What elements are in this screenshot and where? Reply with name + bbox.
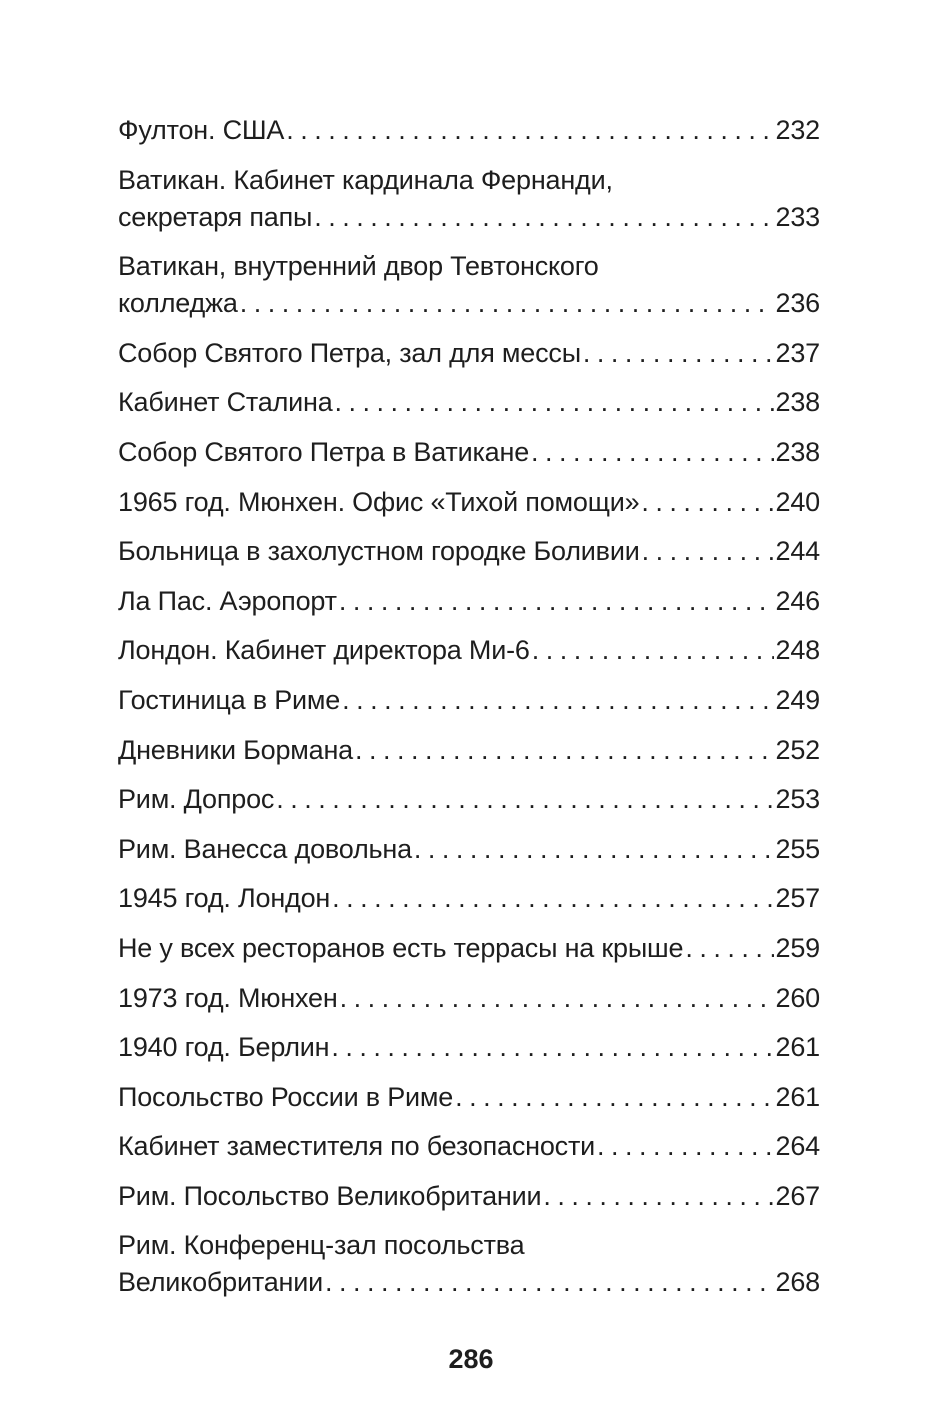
toc-entry-title: Гостиница в Риме <box>118 684 341 715</box>
toc-entry-title: секретаря папы <box>118 201 313 232</box>
toc-entry-page: 238 <box>775 436 820 467</box>
dot-leader <box>685 930 773 967</box>
toc-row <box>118 112 820 149</box>
toc-entry <box>118 1227 820 1301</box>
toc-entry-title: Великобритании <box>118 1267 324 1298</box>
toc-entry-page: 252 <box>775 734 820 765</box>
dot-leader <box>325 1264 774 1301</box>
toc-entry <box>118 434 820 471</box>
dot-leader <box>314 199 773 236</box>
toc-entry-title: Собор Святого Петра, зал для мессы <box>118 337 581 368</box>
toc-row <box>118 335 820 372</box>
toc-entry-title: Ла Пас. Аэропорт <box>118 585 337 616</box>
toc-entry <box>118 781 820 818</box>
toc-entry-page: 240 <box>775 486 820 517</box>
dot-leader <box>335 384 774 421</box>
toc-entry-title: Рим. Допрос <box>118 784 275 815</box>
dot-leader <box>532 632 774 669</box>
toc-entry-page: 246 <box>775 585 820 616</box>
toc-entry <box>118 533 820 570</box>
toc-entry <box>118 831 820 868</box>
toc-entry <box>118 1128 820 1165</box>
toc-row <box>118 1128 820 1165</box>
page-number: 286 <box>448 1344 494 1374</box>
dot-leader <box>286 112 773 149</box>
toc-entry <box>118 980 820 1017</box>
toc-entry <box>118 880 820 917</box>
dot-leader <box>531 434 774 471</box>
toc-row <box>118 384 820 421</box>
toc-entry-page: 249 <box>775 684 820 715</box>
toc-entry <box>118 732 820 769</box>
toc-row <box>118 980 820 1017</box>
toc-row <box>118 831 820 868</box>
toc-row <box>118 632 820 669</box>
toc-row <box>118 880 820 917</box>
toc-entry-title: Рим. Ванесса довольна <box>118 833 412 864</box>
toc-row <box>118 682 820 719</box>
toc-entry-title-line: Ватикан. Кабинет кардинала Фернанди, <box>118 164 613 195</box>
toc-entry-title: Кабинет заместителя по безопасности <box>118 1131 595 1162</box>
toc-row <box>118 285 820 322</box>
toc-row <box>118 781 820 818</box>
toc-entry-title: Рим. Посольство Великобритании <box>118 1180 542 1211</box>
dot-leader <box>340 980 774 1017</box>
toc-entry <box>118 632 820 669</box>
toc-entry <box>118 1079 820 1116</box>
toc-entry-title: Больница в захолустном городке Боливии <box>118 536 640 567</box>
dot-leader <box>455 1079 773 1116</box>
toc-entry-page: 259 <box>775 932 820 963</box>
toc-entry-page: 244 <box>775 536 820 567</box>
dot-leader <box>583 335 774 372</box>
toc-entry-page: 261 <box>775 1032 820 1063</box>
toc-row <box>118 583 820 620</box>
toc-entry <box>118 930 820 967</box>
dot-leader <box>642 533 774 570</box>
toc-entry-page: 233 <box>775 201 820 232</box>
toc-entry-page: 255 <box>775 833 820 864</box>
toc-entry-title-line: Рим. Конференц-зал посольства <box>118 1230 525 1261</box>
toc-entry-title: Кабинет Сталина <box>118 387 333 418</box>
toc-entry-page: 236 <box>775 288 820 319</box>
dot-leader <box>543 1178 773 1215</box>
toc-entry-title-line: Ватикан, внутренний двор Тевтонского <box>118 251 599 282</box>
toc-entry <box>118 162 820 236</box>
dot-leader <box>342 682 773 719</box>
toc-row <box>118 484 820 521</box>
toc-entry-title: Лондон. Кабинет директора Ми-6 <box>118 635 530 666</box>
dot-leader <box>339 583 774 620</box>
toc-entry-title: 1973 год. Мюнхен <box>118 982 338 1013</box>
toc-entry-page: 264 <box>775 1131 820 1162</box>
toc-entry-page: 238 <box>775 387 820 418</box>
toc-entry <box>118 248 820 322</box>
toc-entry-page: 261 <box>775 1081 820 1112</box>
dot-leader <box>276 781 773 818</box>
toc-entry-page: 257 <box>775 883 820 914</box>
toc-row <box>118 533 820 570</box>
toc-entry <box>118 335 820 372</box>
dot-leader <box>331 1029 773 1066</box>
toc-row <box>118 434 820 471</box>
toc-entry-title: Фултон. США <box>118 115 285 145</box>
toc-entry-title: Собор Святого Петра в Ватикане <box>118 436 530 467</box>
toc-row <box>118 1029 820 1066</box>
toc-entry-title: Дневники Бормана <box>118 734 354 765</box>
toc-entry <box>118 1029 820 1066</box>
dot-leader <box>355 732 774 769</box>
dot-leader <box>597 1128 774 1165</box>
toc-entry <box>118 682 820 719</box>
toc-row <box>118 1264 820 1301</box>
table-of-contents <box>118 112 820 1314</box>
toc-entry-page: 268 <box>775 1267 820 1298</box>
dot-leader <box>414 831 774 868</box>
toc-entry-page: 248 <box>775 635 820 666</box>
toc-entry <box>118 583 820 620</box>
toc-entry-page: 237 <box>775 337 820 368</box>
toc-row <box>118 199 820 236</box>
toc-entry-title: 1945 год. Лондон <box>118 883 331 914</box>
toc-entry-page: 260 <box>775 982 820 1013</box>
toc-row <box>118 930 820 967</box>
toc-entry-title: Посольство России в Риме <box>118 1081 454 1112</box>
toc-entry <box>118 112 820 149</box>
toc-row <box>118 1178 820 1215</box>
toc-entry-title: колледжа <box>118 288 238 319</box>
toc-entry-title: 1940 год. Берлин <box>118 1032 330 1063</box>
toc-entry <box>118 384 820 421</box>
toc-entry-title: Не у всех ресторанов есть террасы на крыше <box>118 932 684 963</box>
toc-row <box>118 1079 820 1116</box>
toc-row <box>118 732 820 769</box>
toc-entry <box>118 484 820 521</box>
toc-entry <box>118 1178 820 1215</box>
toc-entry-page: 267 <box>775 1180 820 1211</box>
dot-leader <box>641 484 773 521</box>
toc-entry-title: 1965 год. Мюнхен. Офис «Тихой помощи» <box>118 486 640 517</box>
toc-entry-page: 253 <box>775 784 820 815</box>
dot-leader <box>240 285 774 322</box>
dot-leader <box>332 880 773 917</box>
toc-entry-page: 232 <box>775 115 820 145</box>
